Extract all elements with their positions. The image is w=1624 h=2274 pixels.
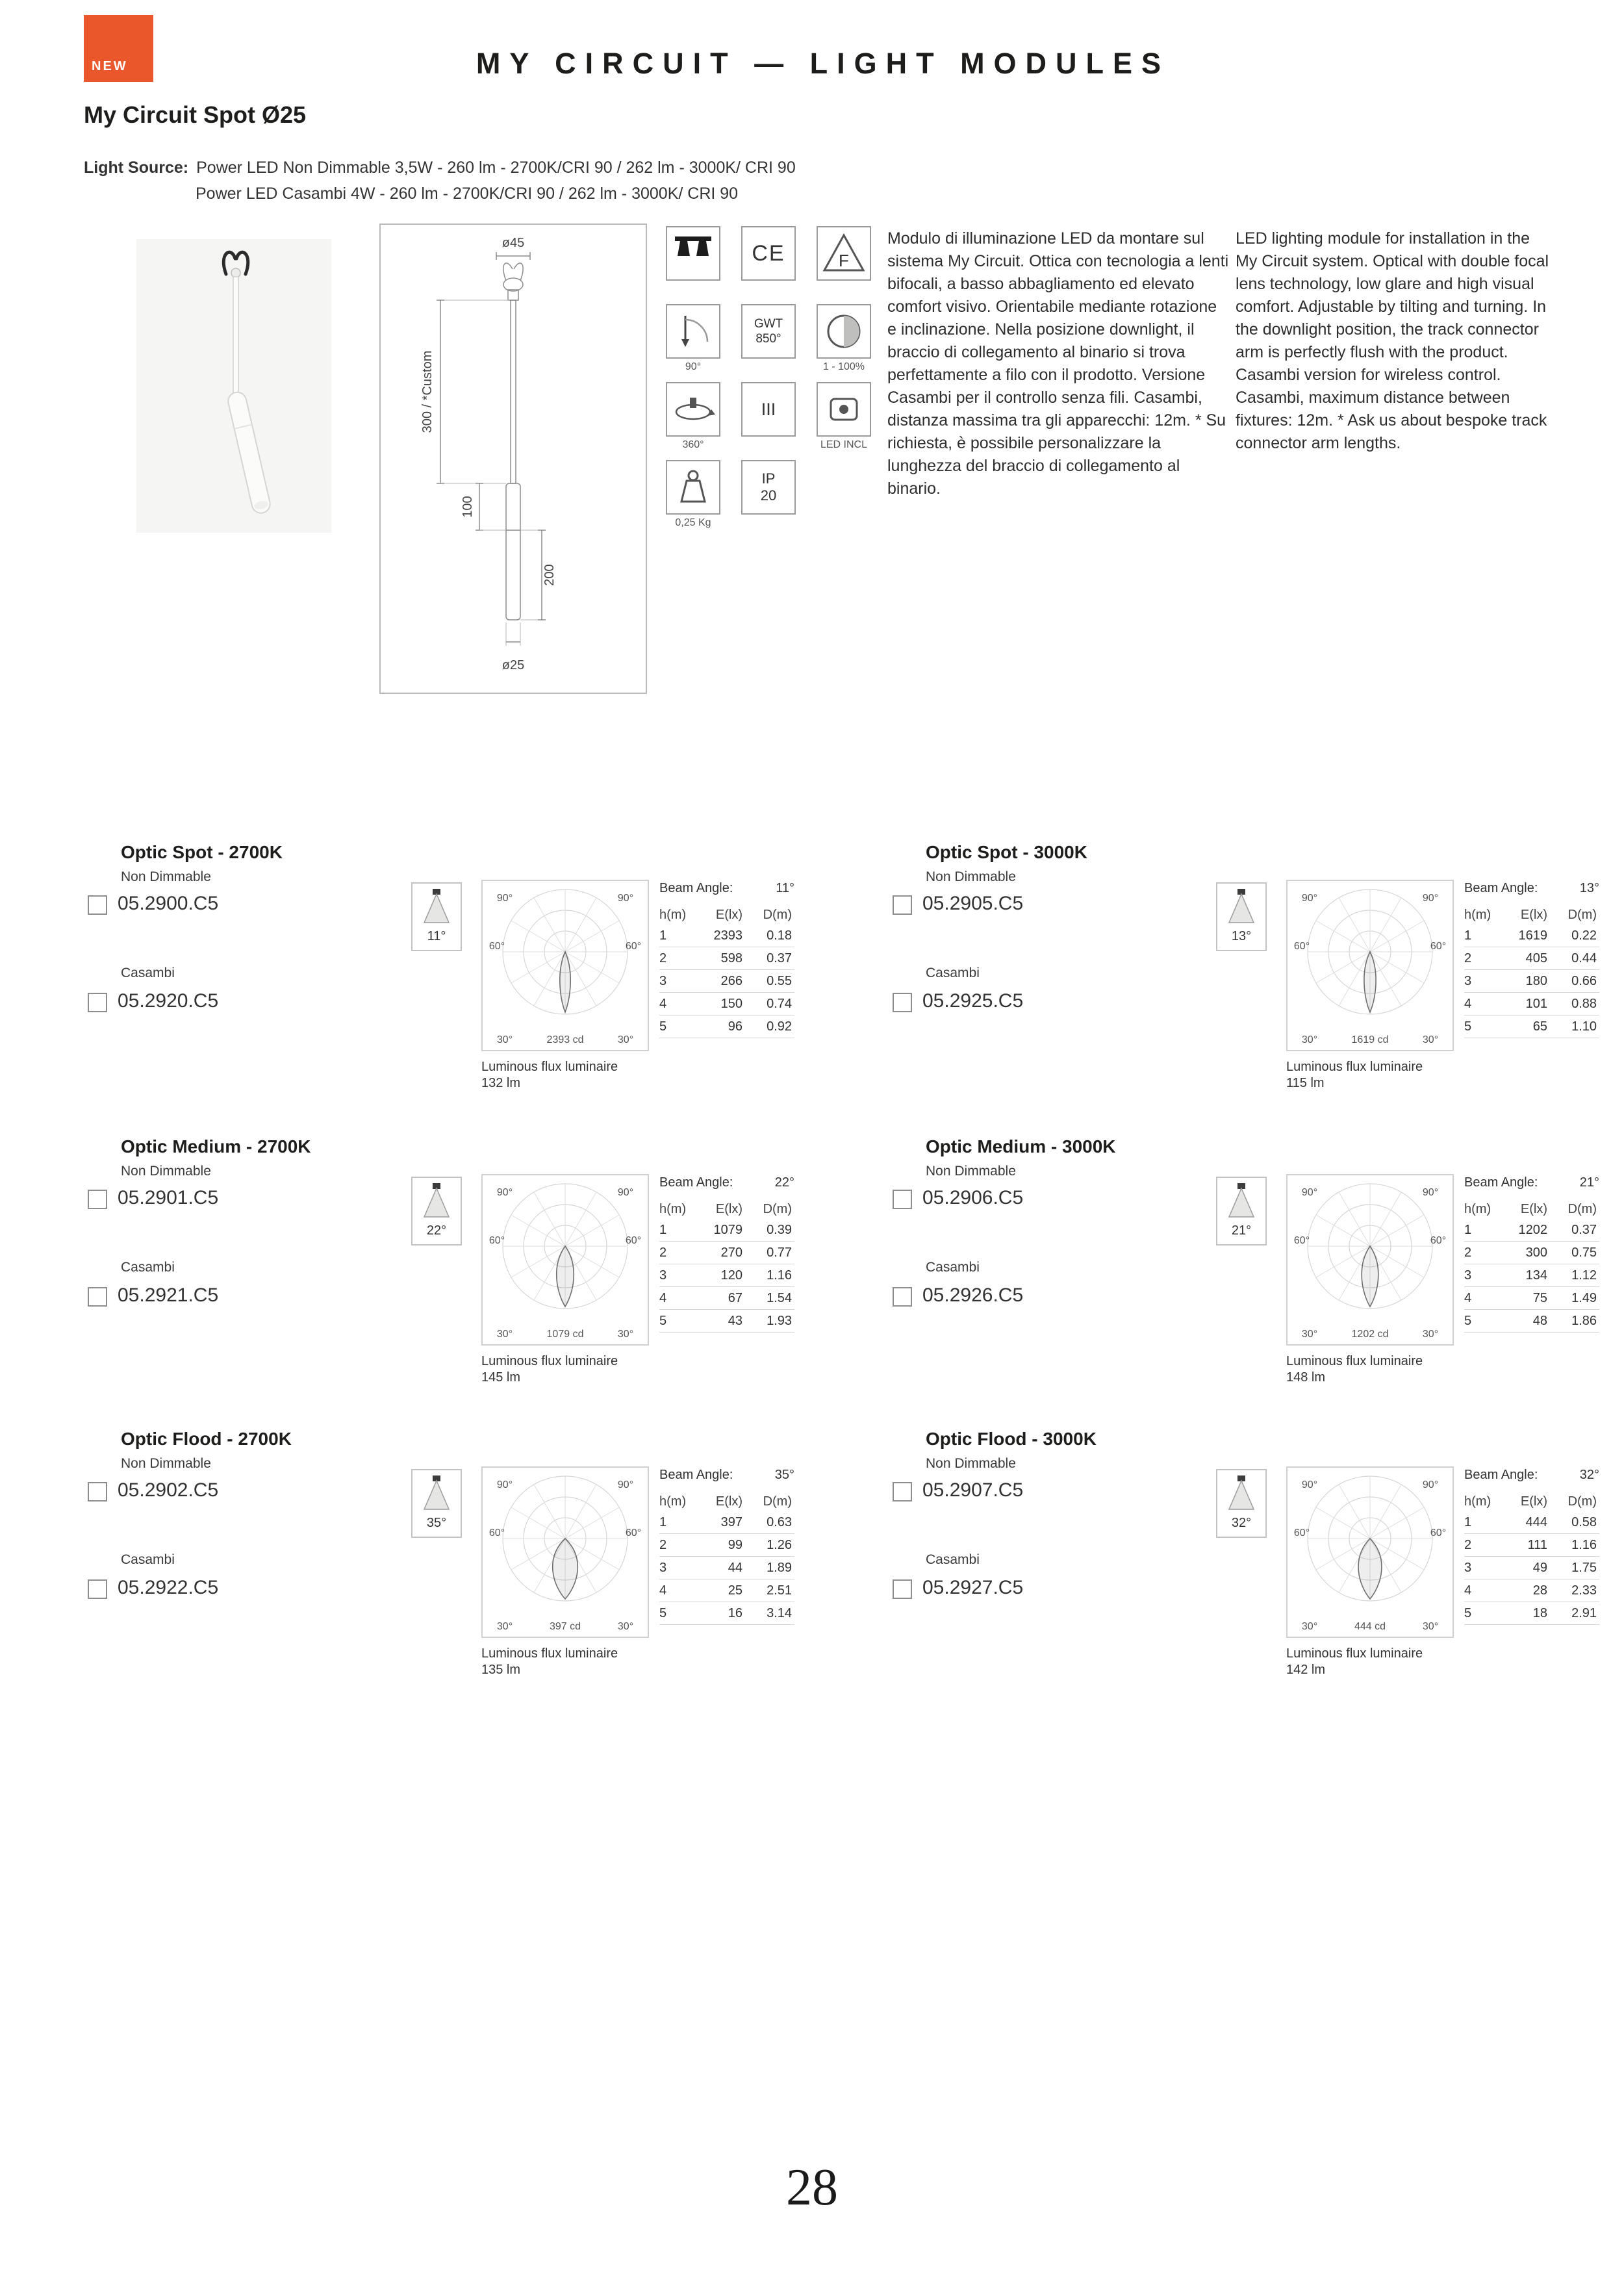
optic-block-medium-3000k <box>891 1136 1624 1419</box>
page-number: 28 <box>786 2159 838 2216</box>
beam-cone-icon <box>414 1181 459 1222</box>
beam-angle-value: 21° <box>1231 1223 1252 1238</box>
svg-text:90°: 90° <box>617 893 634 904</box>
table-row: 5 16 3.14 <box>659 1602 794 1625</box>
svg-text:90°: 90° <box>1422 1187 1439 1198</box>
table-row: 3 120 1.16 <box>659 1264 794 1287</box>
casambi-checkbox <box>88 993 107 1012</box>
table-row: 1 1619 0.22 <box>1464 925 1599 947</box>
table-row: 4 75 1.49 <box>1464 1287 1599 1310</box>
table-row: 5 43 1.93 <box>659 1310 794 1333</box>
ip-rating-icon: IP 20 <box>741 460 817 538</box>
table-row: 1 2393 0.18 <box>659 925 794 947</box>
beam-angle-value: 35° <box>426 1516 447 1530</box>
dim-arm-length: 300 / *Custom <box>420 350 435 433</box>
dim-lower-section: 200 <box>542 564 557 586</box>
non-dimmable-label: Non Dimmable <box>926 1456 1016 1471</box>
luminous-flux <box>481 1353 618 1386</box>
beam-angle-box <box>411 1469 462 1538</box>
luminous-flux-value: 132 lm <box>481 1076 521 1090</box>
optic-variant <box>891 842 1624 1125</box>
svg-text:90°: 90° <box>496 1479 513 1490</box>
beam-angle-box <box>411 1177 462 1246</box>
casambi-code: 05.2926.C5 <box>922 1284 1024 1306</box>
luminous-flux-label: Luminous flux luminaire <box>481 1646 618 1661</box>
svg-text:90°: 90° <box>1422 1479 1439 1490</box>
svg-text:60°: 60° <box>488 1527 505 1539</box>
casambi-label: Casambi <box>926 965 980 980</box>
table-row: 1 1202 0.37 <box>1464 1219 1599 1242</box>
non-dimmable-checkbox <box>88 895 107 915</box>
casambi-checkbox <box>88 1579 107 1599</box>
optic-title: Optic Medium - 3000K <box>926 1136 1116 1156</box>
photometric-table <box>1464 881 1599 1038</box>
svg-text:30°: 30° <box>496 1621 513 1632</box>
optic-block-flood-3000k <box>891 1429 1624 1711</box>
product-photo-graphic <box>136 239 331 533</box>
optic-variant <box>86 1429 892 1711</box>
glow-wire-test-icon: GWT 850° <box>741 304 817 382</box>
svg-text:90°: 90° <box>496 893 513 904</box>
polar-intensity-diagram <box>481 1466 649 1638</box>
casambi-label: Casambi <box>926 1552 980 1567</box>
light-source-line2: Power LED Casambi 4W - 260 lm - 2700K/CRI 90 / 262 lm - 3000K/ CRI 90 <box>196 185 739 203</box>
optic-block-spot-2700k <box>86 842 892 1125</box>
polar-intensity-diagram <box>1286 1174 1454 1346</box>
svg-text:30°: 30° <box>1301 1329 1318 1340</box>
product-photo <box>136 239 331 533</box>
beam-angle-box <box>1216 1469 1267 1538</box>
svg-text:30°: 30° <box>617 1034 634 1045</box>
svg-text:30°: 30° <box>617 1329 634 1340</box>
polar-intensity-diagram <box>481 1174 649 1346</box>
luminous-flux <box>1286 1646 1423 1678</box>
f-flammable-glyph <box>820 230 867 277</box>
table-row: 4 67 1.54 <box>659 1287 794 1310</box>
svg-text:30°: 30° <box>1422 1621 1439 1632</box>
led-included-glyph <box>820 386 867 433</box>
luminous-flux-value: 115 lm <box>1286 1076 1325 1090</box>
svg-text:90°: 90° <box>617 1479 634 1490</box>
svg-text:60°: 60° <box>1293 1235 1310 1246</box>
beam-angle-value: 32° <box>1231 1516 1252 1530</box>
table-header-row: h(m) E(lx) D(m) <box>659 907 792 922</box>
beam-angle-header: Beam Angle: 21° <box>1464 1175 1599 1190</box>
beam-angle-value: 13° <box>1231 929 1252 943</box>
table-header-row: h(m) E(lx) D(m) <box>1464 1494 1597 1509</box>
casambi-code: 05.2925.C5 <box>922 990 1024 1012</box>
svg-text:90°: 90° <box>617 1187 634 1198</box>
beam-cone-icon <box>414 1473 459 1514</box>
beam-angle-header: Beam Angle: 32° <box>1464 1468 1599 1482</box>
beam-angle-value: 22° <box>426 1223 447 1238</box>
casambi-label: Casambi <box>121 1552 175 1567</box>
ce-mark-icon: CE <box>741 226 817 304</box>
photometric-table <box>659 881 794 1038</box>
non-dimmable-checkbox <box>893 1482 912 1501</box>
non-dimmable-label: Non Dimmable <box>926 869 1016 884</box>
light-source-label: Light Source: <box>84 159 189 177</box>
beam-angle-header: Beam Angle: 35° <box>659 1468 794 1482</box>
svg-text:F: F <box>839 251 849 270</box>
luminous-flux <box>1286 1353 1423 1386</box>
svg-text:1202 cd: 1202 cd <box>1351 1329 1389 1340</box>
dimming-range-glyph <box>820 308 867 355</box>
luminous-flux-value: 142 lm <box>1286 1663 1326 1677</box>
non-dimmable-code: 05.2900.C5 <box>118 893 219 914</box>
beam-cone-icon <box>1219 886 1264 928</box>
polar-intensity-diagram <box>1286 880 1454 1051</box>
f-flammable-icon <box>817 226 892 304</box>
svg-text:60°: 60° <box>1293 941 1310 952</box>
table-header-row: h(m) E(lx) D(m) <box>659 1494 792 1509</box>
weight-glyph <box>670 464 717 511</box>
non-dimmable-label: Non Dimmable <box>121 869 211 884</box>
led-included-icon: LED INCL <box>817 382 892 460</box>
table-row: 2 270 0.77 <box>659 1242 794 1264</box>
non-dimmable-code: 05.2907.C5 <box>922 1479 1024 1501</box>
dim-upper-section: 100 <box>461 496 475 518</box>
non-dimmable-checkbox <box>88 1190 107 1209</box>
svg-text:1619 cd: 1619 cd <box>1351 1034 1389 1045</box>
svg-text:60°: 60° <box>488 941 505 952</box>
luminous-flux-value: 148 lm <box>1286 1370 1326 1385</box>
non-dimmable-checkbox <box>893 1190 912 1209</box>
table-header-row: h(m) E(lx) D(m) <box>1464 907 1597 922</box>
svg-text:1079 cd: 1079 cd <box>546 1329 584 1340</box>
polar-intensity-diagram <box>481 880 649 1051</box>
luminous-flux <box>481 1646 618 1678</box>
optic-title: Optic Flood - 2700K <box>121 1429 292 1449</box>
table-row: 4 28 2.33 <box>1464 1579 1599 1602</box>
luminous-flux-value: 135 lm <box>481 1663 521 1677</box>
svg-text:30°: 30° <box>1422 1329 1439 1340</box>
svg-text:90°: 90° <box>1301 893 1318 904</box>
casambi-label: Casambi <box>926 1260 980 1275</box>
table-header-row: h(m) E(lx) D(m) <box>659 1201 792 1216</box>
non-dimmable-code: 05.2901.C5 <box>118 1187 219 1208</box>
photometric-table <box>659 1175 794 1333</box>
beam-angle-header: Beam Angle: 22° <box>659 1175 794 1190</box>
table-row: 5 48 1.86 <box>1464 1310 1599 1333</box>
casambi-code: 05.2922.C5 <box>118 1577 219 1598</box>
svg-text:30°: 30° <box>1422 1034 1439 1045</box>
svg-text:30°: 30° <box>496 1034 513 1045</box>
optic-variant <box>891 1136 1624 1419</box>
svg-text:30°: 30° <box>1301 1034 1318 1045</box>
new-badge-label: NEW <box>92 59 128 73</box>
recessed-spot-glyph <box>670 230 717 277</box>
svg-text:60°: 60° <box>1293 1527 1310 1539</box>
table-row: 2 99 1.26 <box>659 1534 794 1557</box>
svg-text:60°: 60° <box>1430 941 1447 952</box>
beam-angle-header: Beam Angle: 11° <box>659 881 794 895</box>
certification-icons <box>666 226 892 538</box>
polar-intensity-diagram <box>1286 1466 1454 1638</box>
beam-angle-box <box>1216 1177 1267 1246</box>
non-dimmable-code: 05.2906.C5 <box>922 1187 1024 1208</box>
casambi-checkbox <box>893 1579 912 1599</box>
svg-text:90°: 90° <box>1422 893 1439 904</box>
table-row: 2 111 1.16 <box>1464 1534 1599 1557</box>
svg-text:90°: 90° <box>1301 1187 1318 1198</box>
svg-text:397 cd: 397 cd <box>549 1621 581 1632</box>
product-title: My Circuit Spot Ø25 <box>84 101 307 128</box>
table-row: 3 44 1.89 <box>659 1557 794 1579</box>
technical-drawing <box>379 224 647 694</box>
non-dimmable-label: Non Dimmable <box>121 1456 211 1471</box>
optic-title: Optic Spot - 3000K <box>926 842 1087 862</box>
casambi-checkbox <box>88 1287 107 1307</box>
svg-text:444 cd: 444 cd <box>1354 1621 1386 1632</box>
table-row: 3 49 1.75 <box>1464 1557 1599 1579</box>
casambi-code: 05.2921.C5 <box>118 1284 219 1306</box>
beam-cone-icon <box>1219 1473 1264 1514</box>
dim-diameter-top: ø45 <box>501 236 525 250</box>
casambi-label: Casambi <box>121 1260 175 1275</box>
svg-text:30°: 30° <box>617 1621 634 1632</box>
luminous-flux-label: Luminous flux luminaire <box>481 1060 618 1074</box>
luminous-flux-label: Luminous flux luminaire <box>481 1354 618 1368</box>
dim-diameter-bottom: ø25 <box>501 658 525 672</box>
casambi-label: Casambi <box>121 965 175 980</box>
optic-block-flood-2700k <box>86 1429 892 1711</box>
non-dimmable-code: 05.2905.C5 <box>922 893 1024 914</box>
non-dimmable-label: Non Dimmable <box>926 1164 1016 1179</box>
beam-angle-box <box>1216 882 1267 951</box>
table-row: 4 150 0.74 <box>659 993 794 1016</box>
beam-cone-icon <box>414 886 459 928</box>
beam-angle-header: Beam Angle: 13° <box>1464 881 1599 895</box>
rotation-360-icon: 360° <box>666 382 741 460</box>
table-row: 5 18 2.91 <box>1464 1602 1599 1625</box>
optic-variant <box>86 1136 892 1419</box>
table-row: 2 598 0.37 <box>659 947 794 970</box>
table-row: 5 96 0.92 <box>659 1016 794 1038</box>
recessed-spot-icon <box>666 226 741 304</box>
non-dimmable-checkbox <box>893 895 912 915</box>
casambi-code: 05.2927.C5 <box>922 1577 1024 1598</box>
svg-text:60°: 60° <box>1430 1235 1447 1246</box>
rotation-360-glyph <box>670 386 717 433</box>
new-badge <box>84 15 153 82</box>
optic-block-spot-3000k <box>891 842 1624 1125</box>
table-row: 3 180 0.66 <box>1464 970 1599 993</box>
tilt-90-glyph <box>670 308 717 355</box>
weight-icon: 0,25 Kg <box>666 460 741 538</box>
beam-angle-box <box>411 882 462 951</box>
table-row: 2 405 0.44 <box>1464 947 1599 970</box>
table-row: 4 25 2.51 <box>659 1579 794 1602</box>
svg-text:60°: 60° <box>625 941 642 952</box>
table-row: 3 134 1.12 <box>1464 1264 1599 1287</box>
description-italian: Modulo di illuminazione LED da montare sul sistema My Circuit. Ottica con tecnologia a lenti bifocali, a basso abbagliamento ed elevato comfort visivo. Orientabile mediante rotazione e inclinazione. Nella posizione downlight, il braccio di collegamento al binario si trova perfettamente a filo con il prodotto. Versione Casambi per il controllo senza fili. Casambi, distanza massima tra gli apparecchi: 12m. * Su richiesta, è possibile personalizzare la lunghezza del braccio di collegamento al binario. <box>887 229 1229 498</box>
svg-text:60°: 60° <box>625 1235 642 1246</box>
photometric-table <box>1464 1175 1599 1333</box>
class-iii-icon: III <box>741 382 817 460</box>
svg-text:60°: 60° <box>625 1527 642 1539</box>
non-dimmable-checkbox <box>88 1482 107 1501</box>
table-row: 1 444 0.58 <box>1464 1511 1599 1534</box>
non-dimmable-code: 05.2902.C5 <box>118 1479 219 1501</box>
page-title: MY CIRCUIT — LIGHT MODULES <box>476 47 1171 80</box>
table-row: 1 397 0.63 <box>659 1511 794 1534</box>
svg-text:2393 cd: 2393 cd <box>546 1034 584 1045</box>
luminous-flux <box>1286 1059 1423 1092</box>
tilt-90-icon: 90° <box>666 304 741 382</box>
svg-text:60°: 60° <box>488 1235 505 1246</box>
svg-text:60°: 60° <box>1430 1527 1447 1539</box>
svg-text:90°: 90° <box>496 1187 513 1198</box>
table-row: 1 1079 0.39 <box>659 1219 794 1242</box>
optic-block-medium-2700k <box>86 1136 892 1419</box>
svg-text:30°: 30° <box>496 1329 513 1340</box>
casambi-code: 05.2920.C5 <box>118 990 219 1012</box>
table-row: 3 266 0.55 <box>659 970 794 993</box>
optic-variant <box>86 842 892 1125</box>
luminous-flux-value: 145 lm <box>481 1370 521 1385</box>
photometric-table <box>659 1468 794 1625</box>
luminous-flux-label: Luminous flux luminaire <box>1286 1354 1423 1368</box>
technical-drawing-graphic <box>381 225 646 693</box>
luminous-flux <box>481 1059 618 1092</box>
svg-text:30°: 30° <box>1301 1621 1318 1632</box>
svg-text:90°: 90° <box>1301 1479 1318 1490</box>
casambi-checkbox <box>893 1287 912 1307</box>
table-row: 4 101 0.88 <box>1464 993 1599 1016</box>
optic-variant <box>891 1429 1624 1711</box>
table-header-row: h(m) E(lx) D(m) <box>1464 1201 1597 1216</box>
table-row: 2 300 0.75 <box>1464 1242 1599 1264</box>
description-english: LED lighting module for installation in the My Circuit system. Optical with double focal lens technology, low glare and high visual comfort. Adjustable by tilting and turning. In the downlight position, the track connector arm is perfectly flush with the product. Casambi version for wireless control. Casambi, maximum distance between fixtures: 12m. * Ask us about bespoke track connector arm lengths. <box>1236 229 1549 452</box>
optic-title: Optic Flood - 3000K <box>926 1429 1097 1449</box>
dimming-range-icon: 1 - 100% <box>817 304 892 382</box>
non-dimmable-label: Non Dimmable <box>121 1164 211 1179</box>
photometric-table <box>1464 1468 1599 1625</box>
luminous-flux-label: Luminous flux luminaire <box>1286 1646 1423 1661</box>
casambi-checkbox <box>893 993 912 1012</box>
beam-cone-icon <box>1219 1181 1264 1222</box>
luminous-flux-label: Luminous flux luminaire <box>1286 1060 1423 1074</box>
optic-title: Optic Medium - 2700K <box>121 1136 311 1156</box>
light-source-line1: Power LED Non Dimmable 3,5W - 260 lm - 2700K/CRI 90 / 262 lm - 3000K/ CRI 90 <box>196 159 796 177</box>
light-source-section <box>84 155 796 207</box>
optic-title: Optic Spot - 2700K <box>121 842 283 862</box>
table-row: 5 65 1.10 <box>1464 1016 1599 1038</box>
beam-angle-value: 11° <box>427 929 446 943</box>
